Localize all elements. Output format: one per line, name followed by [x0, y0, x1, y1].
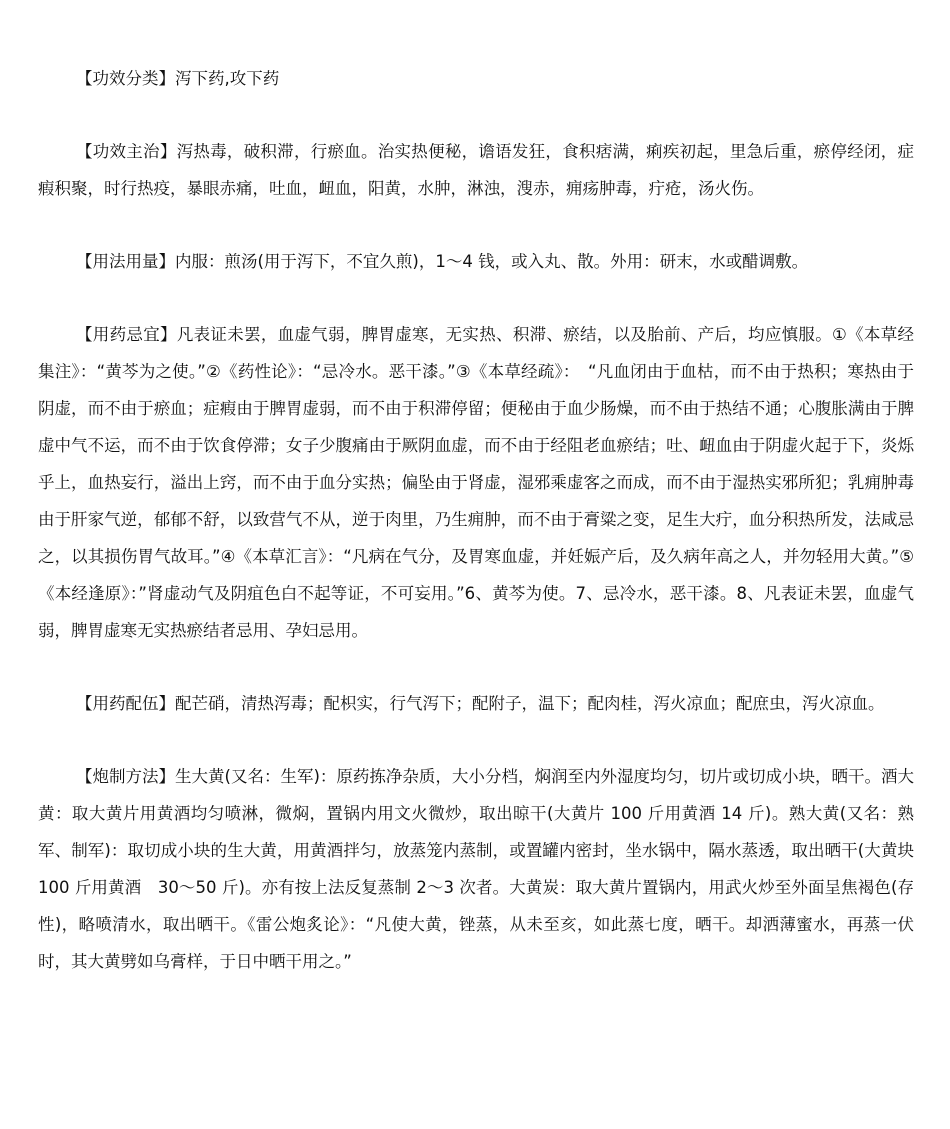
section-body: 泻热毒，破积滞，行瘀血。治实热便秘，谵语发狂，食积痞满，痢疾初起，里急后重，瘀停经闭，症瘕积聚，时行热疫，暴眼赤痛，吐血，衄血，阳黄，水肿，淋浊，溲赤，痈疡肿毒，疔疮，汤火伤。: [38, 142, 915, 198]
section-heading: 【功效分类】: [76, 69, 175, 88]
section-body: 内服：煎汤(用于泻下，不宜久煎)，1～4 钱，或入丸、散。外用：研末，水或醋调敷。: [175, 252, 809, 271]
section-heading: 【用药忌宜】: [76, 325, 177, 344]
section-body: 配芒硝，清热泻毒；配枳实，行气泻下；配附子，温下；配肉桂，泻火凉血；配庶虫，泻火凉血。: [175, 694, 885, 713]
section-body: 生大黄(又名：生军)：原药拣净杂质，大小分档，焖润至内外湿度均匀，切片或切成小块，晒干。酒大黄：取大黄片用黄酒均匀喷淋，微焖，置锅内用文火微炒，取出晾干(大黄片 100 斤用黄酒 14 斤)。熟大黄(又名：熟军、制军)：取切成小块的生大黄，用黄酒拌匀，放蒸笼内蒸制，或置罐内密封，坐水锅中，隔水蒸透，取出晒干(大黄块 100 斤用黄酒 30～50 斤)。亦有按上法反复蒸制 2～3 次者。大黄炭：取大黄片置锅内，用武火炒至外面呈焦褐色(存性)，略喷清水，取出晒干。《雷公炮炙论》：“凡使大黄，锉蒸，从未至亥，如此蒸七度，晒干。却洒薄蜜水，再蒸一伏时，其大黄劈如乌膏样，于日中晒干用之。”: [38, 767, 915, 971]
section-body: 泻下药,攻下药: [175, 69, 280, 88]
section-heading: 【炮制方法】: [76, 767, 176, 786]
section-processing: [38, 758, 914, 980]
section-efficacy-category: [38, 60, 914, 97]
section-heading: 【用法用量】: [76, 252, 175, 271]
section-dosage: [38, 243, 914, 280]
section-contraindications: [38, 316, 914, 649]
section-body: 凡表证未罢，血虚气弱，脾胃虚寒，无实热、积滞、瘀结，以及胎前、产后，均应慎服。①《本草经集注》：“黄芩为之使。”②《药性论》：“忌冷水。恶干漆。”③《本草经疏》： “凡血闭由于血枯，而不由于热积；寒热由于阴虚，而不由于瘀血；症瘕由于脾胃虚弱，而不由于积滞停留；便秘由于血少肠燥，而不由于热结不通；心腹胀满由于脾虚中气不运，而不由于饮食停滞；女子少腹痛由于厥阴血虚，而不由于经阻老血瘀结；吐、衄血由于阴虚火起于下，炎烁乎上，血热妄行，溢出上窍，而不由于血分实热；偏坠由于肾虚，湿邪乘虚客之而成，而不由于湿热实邪所犯；乳痈肿毒由于肝家气逆，郁郁不舒，以致营气不从，逆于肉里，乃生痈肿，而不由于膏粱之变，足生大疔，血分积热所发，法咸忌之，以其损伤胃气故耳。”④《本草汇言》：“凡病在气分，及胃寒血虚，并妊娠产后，及久病年高之人，并勿轻用大黄。”⑤《本经逢原》：”肾虚动气及阴疽色白不起等证，不可妄用。”6、黄芩为使。7、忌冷水，恶干漆。8、凡表证未罢，血虚气弱，脾胃虚寒无实热瘀结者忌用、孕妇忌用。: [38, 325, 915, 640]
section-heading: 【功效主治】: [76, 142, 177, 161]
section-heading: 【用药配伍】: [76, 694, 175, 713]
document-page: [38, 60, 914, 1016]
section-combinations: [38, 685, 914, 722]
section-indications: [38, 133, 914, 207]
